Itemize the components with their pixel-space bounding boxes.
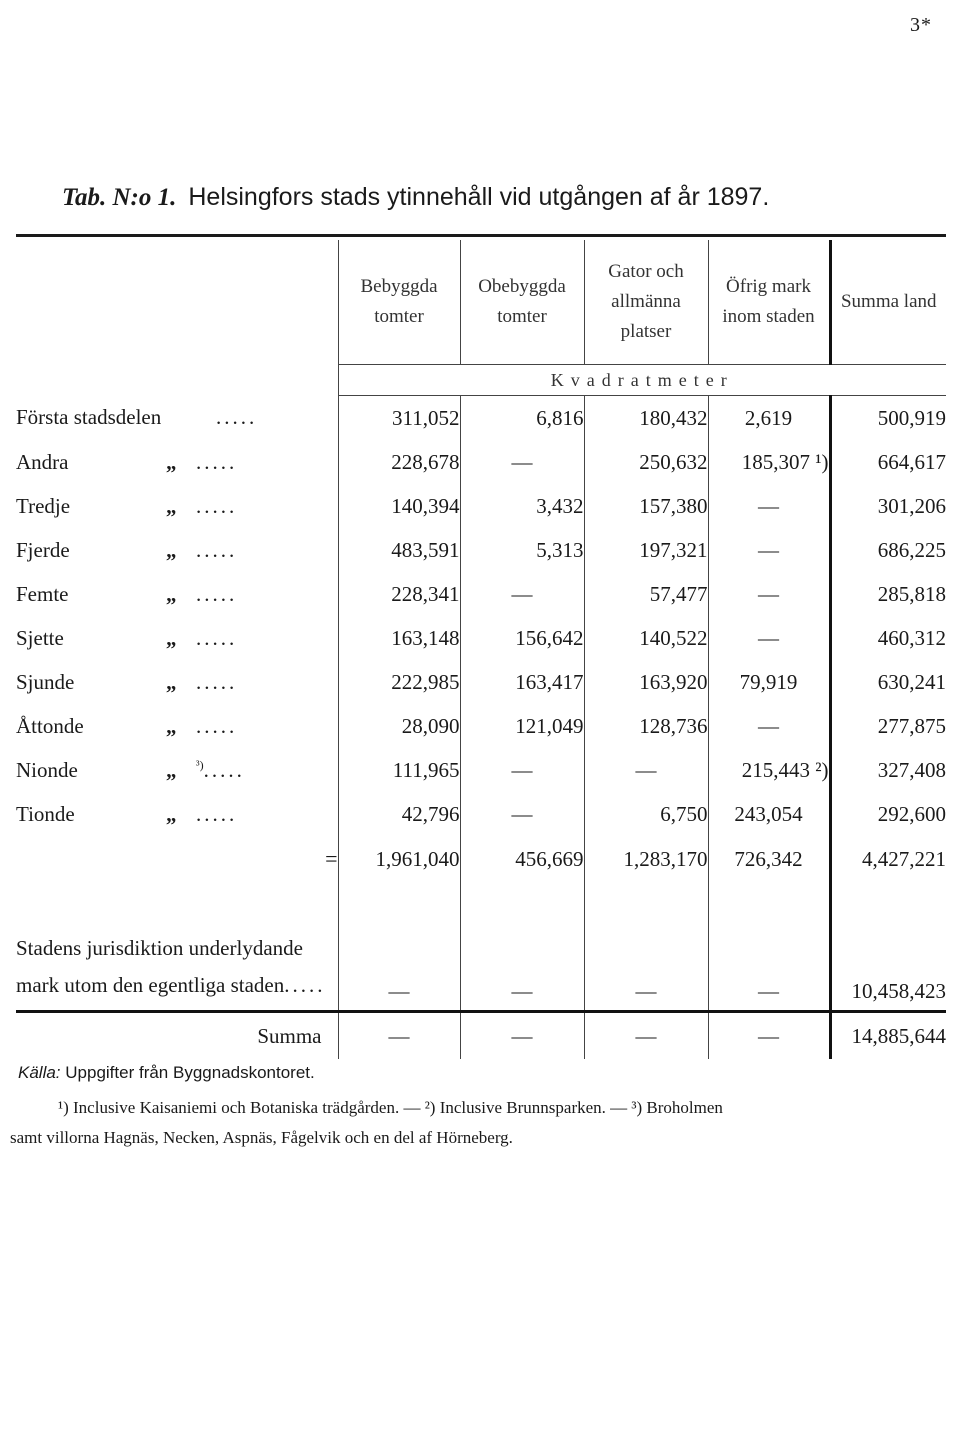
table-cell: —: [708, 528, 830, 572]
table-cell: 14,885,644: [830, 1012, 946, 1060]
table-cell: 1,283,170: [584, 836, 708, 882]
table-cell: 42,796: [338, 792, 460, 836]
row-label: Stadens jurisdiktion underlydande mark utom den egentliga staden: [16, 936, 303, 997]
summa-row: [16, 1012, 946, 1060]
table-cell: 121,049: [460, 704, 584, 748]
page-number: 3*: [910, 14, 932, 36]
table-cell: 79,919: [708, 660, 830, 704]
row-label: Nionde: [16, 757, 78, 782]
table-cell: —: [708, 484, 830, 528]
table-cell: 28,090: [338, 704, 460, 748]
table-cell: 140,394: [338, 484, 460, 528]
table-cell: 664,617: [830, 440, 946, 484]
table-cell: —: [338, 882, 460, 1012]
table-cell: 163,417: [460, 660, 584, 704]
table-cell: —: [338, 1012, 460, 1060]
ditto-mark: „: [166, 801, 177, 826]
column-header: Obebyggda tomter: [460, 240, 584, 365]
ditto-mark: „: [166, 449, 177, 474]
footnote-ref: ³): [196, 757, 204, 772]
table-row: Nionde „ $^{^3)}$..... 111,965 — — 215,443 ²) 327,408: [16, 748, 946, 792]
ditto-mark: „: [166, 713, 177, 738]
row-label: Åttonde: [16, 713, 84, 738]
column-header: Gator och allmänna platser: [584, 240, 708, 365]
footnote-line: ¹) Inclusive Kaisaniemi och Botaniska trädgården. — ²) Inclusive Brunnsparken. — ³) Broholmen: [58, 1098, 723, 1117]
table-cell: 726,342: [708, 836, 830, 882]
table-cell: 156,642: [460, 616, 584, 660]
units-label: Kvadratmeter: [338, 365, 946, 396]
table-cell: 163,920: [584, 660, 708, 704]
table-cell: 460,312: [830, 616, 946, 660]
source-note: [18, 1063, 315, 1083]
table-row: Femte „ ..... 228,341 — 57,477 — 285,818: [16, 572, 946, 616]
table-cell: —: [460, 882, 584, 1012]
table-title: [62, 183, 942, 212]
table-cell: 250,632: [584, 440, 708, 484]
table-row: Sjunde „ ..... 222,985 163,417 163,920 79,919 630,241: [16, 660, 946, 704]
top-rule: [16, 234, 946, 237]
table-cell: —: [584, 748, 708, 792]
source-text: Uppgifter från Byggnadskontoret.: [65, 1063, 315, 1082]
table-cell: 140,522: [584, 616, 708, 660]
footnotes: [10, 1093, 955, 1153]
table-number: Tab. N:o 1.: [62, 184, 177, 211]
row-label: Första stadsdelen: [16, 405, 162, 430]
table-cell: 500,919: [830, 396, 946, 441]
table-cell: 311,052: [338, 396, 460, 441]
column-header: Summa land: [830, 240, 946, 365]
row-label: Sjette: [16, 625, 64, 650]
table-cell: 3,432: [460, 484, 584, 528]
table-cell: 292,600: [830, 792, 946, 836]
table-cell: 222,985: [338, 660, 460, 704]
table-cell: 285,818: [830, 572, 946, 616]
table-cell: 228,678: [338, 440, 460, 484]
table-cell: —: [460, 1012, 584, 1060]
table-cell: —: [460, 748, 584, 792]
table-cell: —: [708, 882, 830, 1012]
area-table: [16, 240, 946, 1059]
table-cell: —: [460, 440, 584, 484]
table-row: Sjette „ ..... 163,148 156,642 140,522 — 460,312: [16, 616, 946, 660]
table-cell: —: [584, 882, 708, 1012]
table-cell: 185,307 ¹): [708, 440, 830, 484]
header-blank: [16, 240, 338, 365]
table-cell: 277,875: [830, 704, 946, 748]
table-cell: 2,619: [708, 396, 830, 441]
row-label: Tredje: [16, 493, 71, 518]
table-cell: —: [708, 616, 830, 660]
table-cell: 228,341: [338, 572, 460, 616]
table-row: Åttonde „ ..... 28,090 121,049 128,736 — 277,875: [16, 704, 946, 748]
table-cell: 243,054: [708, 792, 830, 836]
table-cell: 1,961,040: [338, 836, 460, 882]
table-cell: 456,669: [460, 836, 584, 882]
table-cell: 6,750: [584, 792, 708, 836]
row-label: Femte: [16, 581, 69, 606]
table-cell: 5,313: [460, 528, 584, 572]
column-header: Bebyggda tomter: [338, 240, 460, 365]
table-row: Tredje „ ..... 140,394 3,432 157,380 — 301,206: [16, 484, 946, 528]
row-label: Tionde: [16, 801, 75, 826]
row-label: Sjunde: [16, 669, 75, 694]
column-header: Öfrig mark inom staden: [708, 240, 830, 365]
table-cell: —: [708, 1012, 830, 1060]
table-row: Första stadsdelen ..... 311,052 6,816 180,432 2,619 500,919: [16, 396, 946, 441]
table-cell: 180,432: [584, 396, 708, 441]
table-cell: —: [584, 1012, 708, 1060]
table-cell: —: [708, 704, 830, 748]
column-header-row: [16, 240, 946, 365]
table-cell: 6,816: [460, 396, 584, 441]
table-cell: 301,206: [830, 484, 946, 528]
table-row: Tionde „ ..... 42,796 — 6,750 243,054 292,600: [16, 792, 946, 836]
table-row: Andra „ ..... 228,678 — 250,632 185,307 ¹) 664,617: [16, 440, 946, 484]
table-cell: 686,225: [830, 528, 946, 572]
total-label: =: [325, 846, 338, 871]
table-cell: 215,443 ²): [708, 748, 830, 792]
table-cell: —: [460, 792, 584, 836]
source-label: Källa:: [18, 1063, 61, 1082]
ditto-mark: „: [166, 537, 177, 562]
footnote-line: samt villorna Hagnäs, Necken, Aspnäs, Fågelvik och en del af Hörneberg.: [10, 1128, 513, 1147]
table-cell: 4,427,221: [830, 836, 946, 882]
table-cell: 197,321: [584, 528, 708, 572]
ditto-mark: „: [166, 757, 177, 782]
table-cell: —: [708, 572, 830, 616]
table-cell: 327,408: [830, 748, 946, 792]
row-label: Fjerde: [16, 537, 70, 562]
ditto-mark: „: [166, 625, 177, 650]
units-row: [16, 365, 946, 396]
row-label: Andra: [16, 449, 69, 474]
ditto-mark: „: [166, 669, 177, 694]
row-label: Summa: [257, 1023, 322, 1048]
table-cell: 10,458,423: [830, 882, 946, 1012]
table-cell: 128,736: [584, 704, 708, 748]
table-cell: 163,148: [338, 616, 460, 660]
table-cell: 483,591: [338, 528, 460, 572]
total-row: [16, 836, 946, 882]
ditto-mark: „: [166, 581, 177, 606]
table-cell: 57,477: [584, 572, 708, 616]
jurisdiction-row: Stadens jurisdiktion underlydande mark utom den egentliga staden..... — — — — 10,458,423: [16, 882, 946, 1012]
table-cell: —: [460, 572, 584, 616]
table-cell: 111,965: [338, 748, 460, 792]
ditto-mark: „: [166, 493, 177, 518]
table-caption: Helsingfors stads ytinnehåll vid utgången af år 1897.: [188, 183, 770, 211]
table-cell: 157,380: [584, 484, 708, 528]
table-cell: 630,241: [830, 660, 946, 704]
table-row: Fjerde „ ..... 483,591 5,313 197,321 — 686,225: [16, 528, 946, 572]
